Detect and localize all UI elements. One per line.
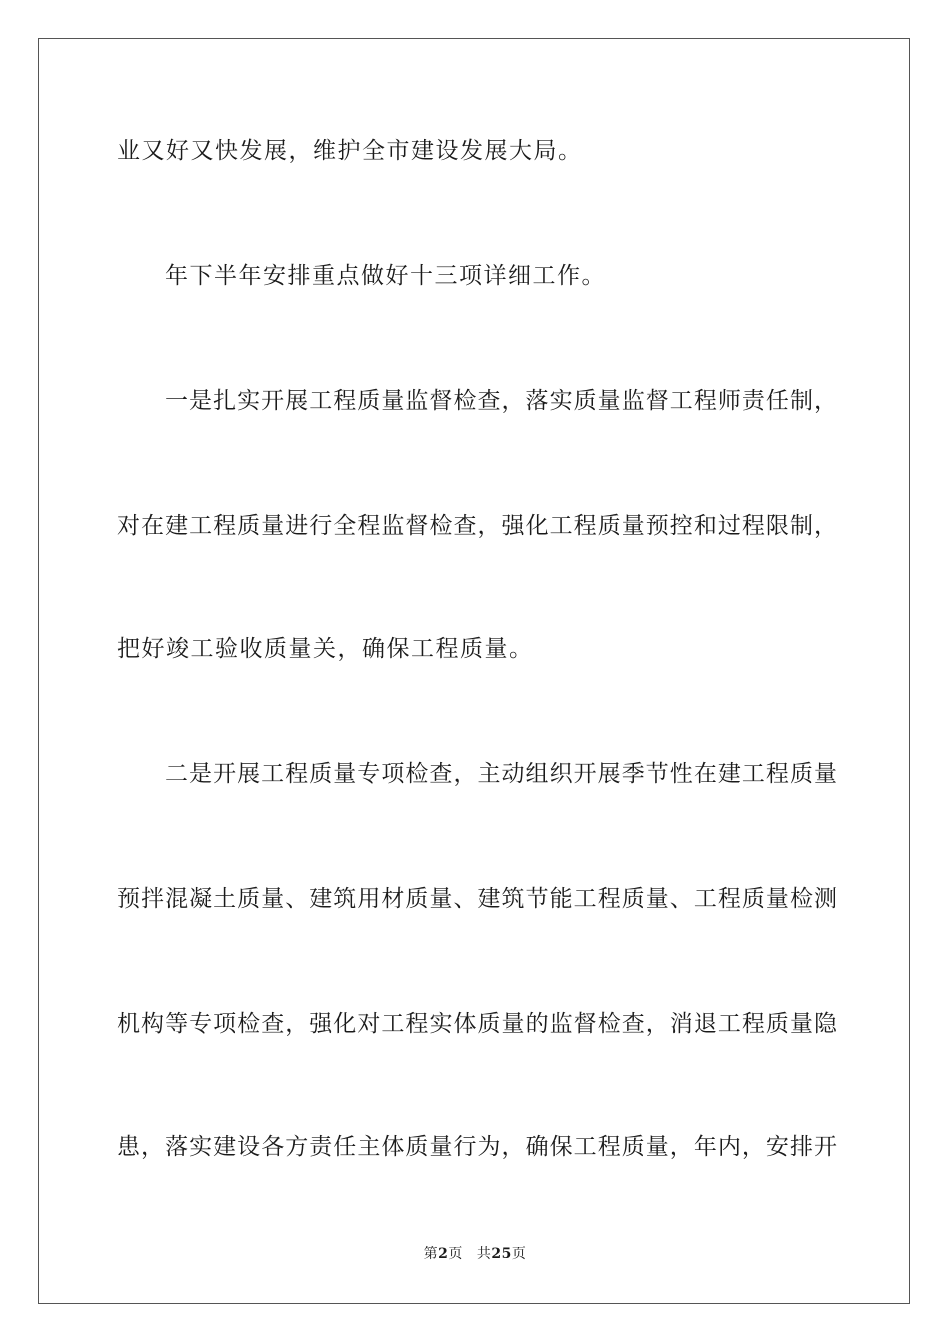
page-footer <box>0 1244 950 1264</box>
body-line-7: 预拌混凝土质量、建筑用材质量、建筑节能工程质量、工程质量检测 <box>117 886 837 912</box>
body-line-8: 机构等专项检查，强化对工程实体质量的监督检查，消退工程质量隐 <box>117 1011 837 1037</box>
body-line-9: 患，落实建设各方责任主体质量行为，确保工程质量，年内，安排开 <box>117 1134 837 1160</box>
page-total: 25 <box>491 1246 512 1262</box>
body-line-1: 业又好又快发展，维护全市建设发展大局。 <box>117 138 583 164</box>
total-suffix: 页 <box>511 1246 527 1262</box>
page-prefix: 第 <box>423 1246 439 1262</box>
page-current: 2 <box>438 1246 449 1262</box>
page-border <box>38 38 910 1304</box>
total-prefix: 共 <box>476 1246 492 1262</box>
body-line-5: 把好竣工验收质量关，确保工程质量。 <box>117 636 534 662</box>
body-line-6: 二是开展工程质量专项检查，主动组织开展季节性在建工程质量 <box>165 761 837 787</box>
body-line-3: 一是扎实开展工程质量监督检查，落实质量监督工程师责任制， <box>165 388 837 414</box>
body-line-4: 对在建工程质量进行全程监督检查，强化工程质量预控和过程限制， <box>117 513 837 539</box>
body-line-2: 年下半年安排重点做好十三项详细工作。 <box>165 263 606 289</box>
page-suffix: 页 <box>448 1246 463 1262</box>
